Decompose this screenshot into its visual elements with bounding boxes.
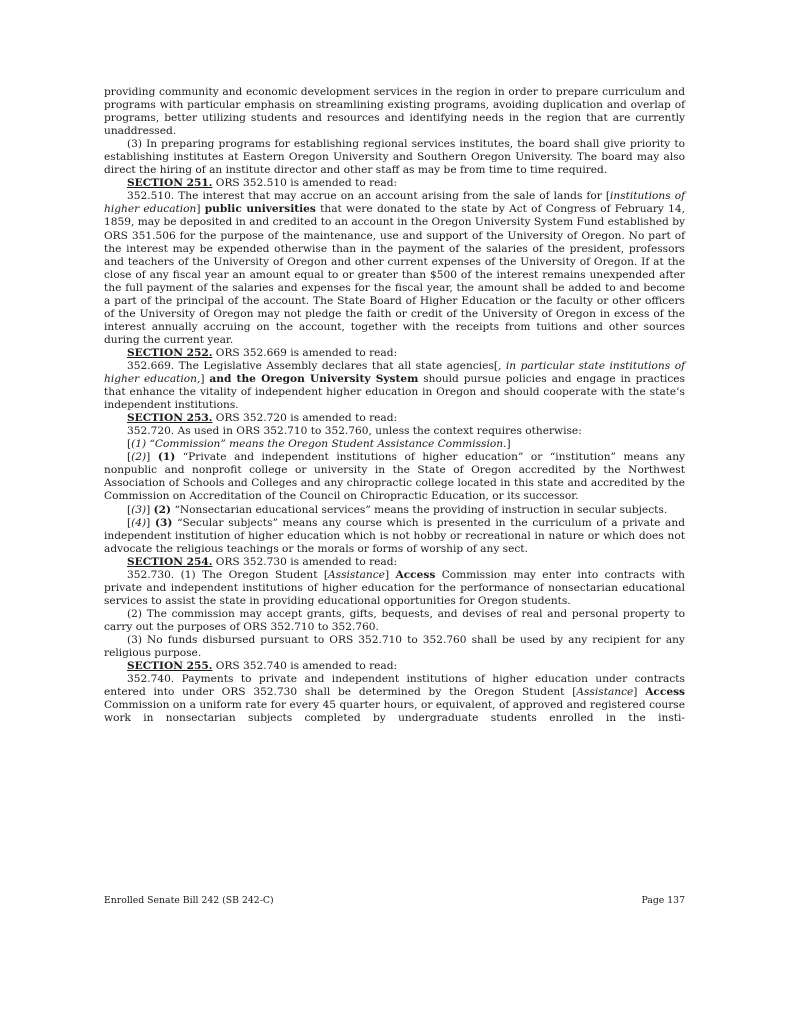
section-253-definition-3: [(4)] (3) “Secular subjects” means any course which is presented in the curriculum of a private and independent institution of higher education which is not hobby or recreational in nature or which does not advocate the religious teachings or the morals or forms of worship of any sect. <box>104 516 685 555</box>
deleted-text: (1) “Commission” means the Oregon Student Assistance Commission. <box>131 438 507 451</box>
section-252-text: 352.669. The Legislative Assembly declares that all state agencies[, in particular state institutions of higher education,] and the Oregon University System should pursue policies and engage in practices that enhance the vitality of independent higher education in Oregon and should cooperate with the state’s independent institutions. <box>104 359 685 412</box>
document-page <box>104 86 685 725</box>
section-253-heading-line: SECTION 253. ORS 352.720 is amended to read: <box>127 412 398 425</box>
deleted-text: institutions of higher education <box>104 190 685 216</box>
section-252-heading-line: SECTION 252. ORS 352.669 is amended to read: <box>127 346 398 359</box>
section-253-definition-2: [(3)] (2) “Nonsectarian educational services” means the providing of instruction in secular subjects. <box>127 503 668 516</box>
section-251-heading-line: SECTION 251. ORS 352.510 is amended to read: <box>127 177 398 190</box>
paragraph-subsection-3: (3) In preparing programs for establishing regional services institutes, the board shall give priority to establishing institutes at Eastern Oregon University and Southern Oregon University. The board may also direct the hiring of an institute director and other staff as may be from time to time required. <box>104 138 685 177</box>
section-251-heading: SECTION 251. <box>127 177 213 190</box>
deleted-text: , in particular state institutions of higher education, <box>104 359 685 386</box>
paragraph-continuation: providing community and economic development services in the region in order to prepare curriculum and programs with particular emphasis on streamlining existing programs, avoiding duplication and overlap of programs, better utilizing students and resources and identifying needs in the region that are currently unaddressed. <box>104 86 685 138</box>
section-254-heading: SECTION 254. <box>127 555 213 568</box>
page-footer <box>104 895 685 906</box>
inserted-text: and the Oregon University System <box>209 373 419 386</box>
section-252-heading: SECTION 252. <box>127 346 213 359</box>
section-253-deleted-definition: [(1) “Commission” means the Oregon Student Assistance Commission.] <box>127 438 511 451</box>
section-254-text: 352.730. (1) The Oregon Student [Assistance] Access Commission may enter into contracts with private and independent institutions of higher education for the performance of nonsectarian educational services to assist the state in providing educational opportunities for Oregon students. <box>104 568 685 607</box>
section-254-subsection-2: (2) The commission may accept grants, gifts, bequests, and devises of real and personal property to carry out the purposes of ORS 352.710 to 352.760. <box>104 607 685 633</box>
inserted-text: Access <box>645 686 685 699</box>
deleted-text: Assistance <box>328 568 385 581</box>
section-255-text: 352.740. Payments to private and independent institutions of higher education under contracts entered into under ORS 352.730 shall be determined by the Oregon Student [Assistance] Access Commission on a uniform rate for every 45 quarter hours, or equivalent, of approved and registered course work in nonsectarian subjects completed by undergraduate students enrolled in the insti- <box>104 673 685 725</box>
bill-identifier: Enrolled Senate Bill 242 (SB 242-C) <box>104 895 274 906</box>
section-254-subsection-3: (3) No funds disbursed pursuant to ORS 352.710 to 352.760 shall be used by any recipient for any religious purpose. <box>104 633 685 660</box>
section-255-heading: SECTION 255. <box>127 660 213 673</box>
inserted-text: Access <box>395 568 436 581</box>
section-254-heading-line: SECTION 254. ORS 352.730 is amended to read: <box>127 555 398 568</box>
section-251-text: 352.510. The interest that may accrue on an account arising from the sale of lands for [institutions of higher education] public universities that were donated to the state by Act of Congress of February 14, 1859, may be deposited in and credited to an account in the Oregon University System Fund established by ORS 351.506 for the purpose of the maintenance, use and support of the University of Oregon. No part of the interest may be expended otherwise than in the payment of the salaries of the president, professors and teachers of the University of Oregon and other current expenses of the University of Oregon. If at the close of any fiscal year an amount equal to or greater than $500 of the interest remains unexpended after the full payment of the salaries and expenses for the fiscal year, the amount shall be added to and become a part of the principal of the account. The State Board of Higher Education or the faculty or other officers of the University of Oregon may not pledge the faith or credit of the University of Oregon in excess of the interest annually accruing on the account, together with the receipts from tuitions and other sources during the current year. <box>104 190 685 346</box>
section-253-text: 352.720. As used in ORS 352.710 to 352.760, unless the context requires otherwise: <box>127 425 582 438</box>
section-253-heading: SECTION 253. <box>127 412 213 425</box>
deleted-text: Assistance <box>576 686 634 699</box>
section-255-heading-line: SECTION 255. ORS 352.740 is amended to read: <box>127 660 398 673</box>
page-number: Page 137 <box>641 895 685 906</box>
section-253-definition-1: [(2)] (1) “Private and independent institutions of higher education” or “institution” means any nonpublic and nonprofit college or university in the State of Oregon accredited by the Northwest Association of Schools and Colleges and any chiropractic college located in this state and accredited by the Commission on Accreditation of the Council on Chiropractic Education, or its successor. <box>104 451 685 503</box>
inserted-text: public universities <box>204 203 316 216</box>
